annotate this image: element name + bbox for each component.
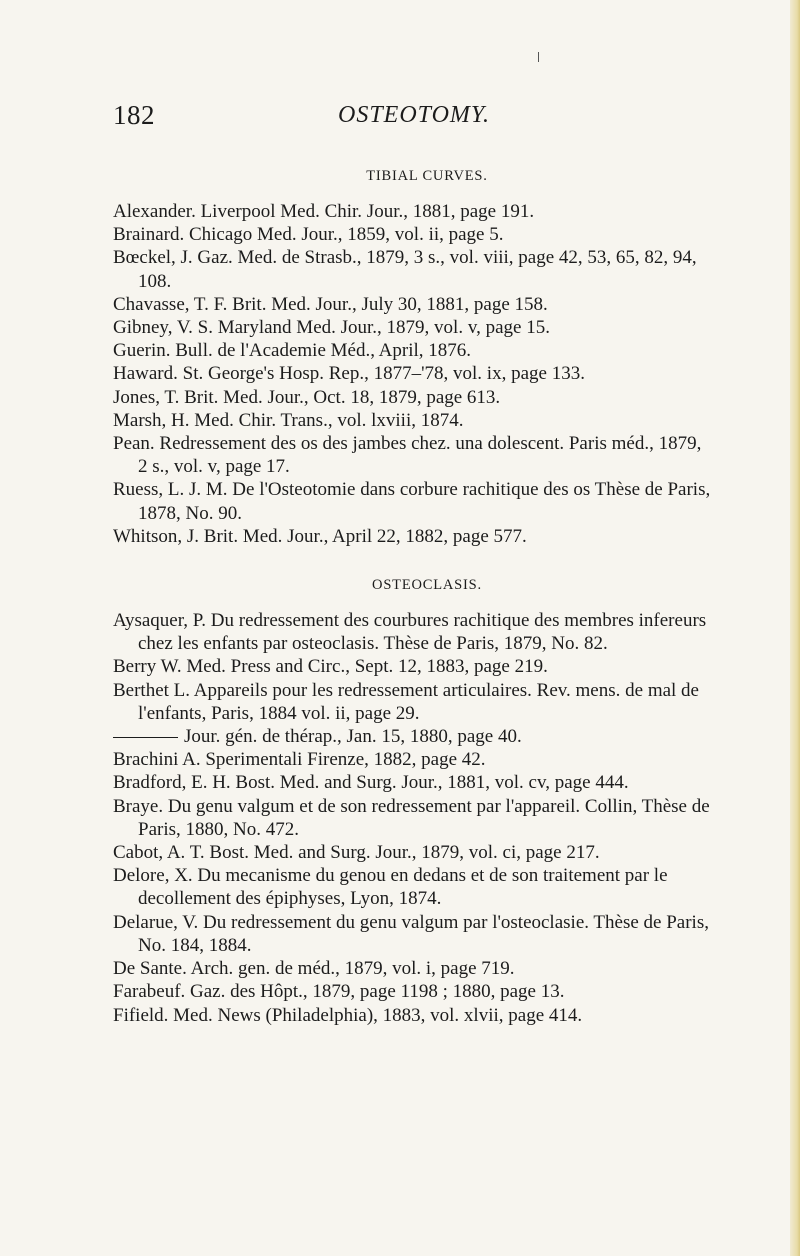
reference-entry bbox=[113, 609, 713, 655]
section-title: TIBIAL CURVES. bbox=[366, 168, 488, 184]
reference-entry bbox=[113, 957, 713, 980]
reference-text: Cabot, A. T. Bost. Med. and Surg. Jour., 1879, vol. ci, page 217. bbox=[113, 842, 600, 864]
reference-text: Fifield. Med. News (Philadelphia), 1883, vol. xlvii, page 414. bbox=[113, 1004, 583, 1026]
reference-text: Aysaquer, P. Du redressement des courbures rachitique des membres infereurs chez les enfants par osteoclasis. Thèse de Paris, 1879, No. 82. bbox=[113, 610, 707, 655]
reference-text: Bœckel, J. Gaz. Med. de Strasb., 1879, 3 s., vol. viii, page 42, 53, 65, 82, 94, 108. bbox=[113, 247, 697, 292]
reference-entry bbox=[113, 864, 713, 910]
reference-entry bbox=[113, 725, 713, 748]
reference-entry bbox=[113, 478, 713, 524]
page-number: 182 bbox=[113, 100, 155, 130]
reference-entry bbox=[113, 316, 713, 339]
running-head: OSTEOTOMY. bbox=[338, 102, 491, 128]
reference-entry bbox=[113, 771, 713, 794]
bibliography bbox=[113, 166, 713, 1027]
reference-text: Pean. Redressement des os des jambes chez. una dolescent. Paris méd., 1879, 2 s., vol. v, page 17. bbox=[113, 433, 702, 478]
reference-text: Braye. Du genu valgum et de son redressement par l'appareil. Collin, Thèse de Paris, 1880, No. 472. bbox=[113, 795, 710, 840]
reference-entry bbox=[113, 748, 713, 771]
reference-entry bbox=[113, 911, 713, 957]
reference-entry bbox=[113, 679, 713, 725]
reference-text: Alexander. Liverpool Med. Chir. Jour., 1881, page 191. bbox=[113, 201, 535, 222]
reference-text: Jour. gén. de thérap., Jan. 15, 1880, page 40. bbox=[184, 726, 522, 748]
reference-text: Ruess, L. J. M. De l'Osteotomie dans corbure rachitique des os Thèse de Paris, 1878, No. 90. bbox=[113, 479, 711, 524]
page-edge bbox=[790, 0, 800, 1256]
reference-entry bbox=[113, 339, 713, 362]
page-header bbox=[113, 100, 713, 140]
reference-entry bbox=[113, 223, 713, 246]
reference-entry bbox=[113, 409, 713, 432]
reference-text: De Sante. Arch. gen. de méd., 1879, vol. i, page 719. bbox=[113, 958, 515, 980]
section-osteoclasis bbox=[113, 575, 713, 1027]
reference-text: Farabeuf. Gaz. des Hôpt., 1879, page 1198 ; 1880, page 13. bbox=[113, 981, 565, 1003]
reference-text: Haward. St. George's Hosp. Rep., 1877–'78, vol. ix, page 133. bbox=[113, 363, 585, 385]
reference-text: Berry W. Med. Press and Circ., Sept. 12, 1883, page 219. bbox=[113, 656, 548, 678]
reference-entry bbox=[113, 841, 713, 864]
reference-text: Marsh, H. Med. Chir. Trans., vol. lxviii, 1874. bbox=[113, 409, 464, 431]
reference-entry bbox=[113, 200, 713, 223]
ink-speck bbox=[538, 52, 539, 62]
ditto-dash bbox=[113, 737, 178, 738]
reference-text: Delarue, V. Du redressement du genu valgum par l'osteoclasie. Thèse de Paris, No. 184, 1884. bbox=[113, 911, 709, 956]
reference-entry bbox=[113, 362, 713, 385]
reference-text: Whitson, J. Brit. Med. Jour., April 22, 1882, page 577. bbox=[113, 525, 527, 547]
reference-entry bbox=[113, 246, 713, 292]
reference-entry bbox=[113, 432, 713, 478]
reference-text: Gibney, V. S. Maryland Med. Jour., 1879, vol. v, page 15. bbox=[113, 317, 550, 339]
reference-entry bbox=[113, 525, 713, 548]
reference-text: Delore, X. Du mecanisme du genou en dedans et de son traitement par le decollement des épiphyses, Lyon, 1874. bbox=[113, 865, 668, 910]
section-title: OSTEOCLASIS. bbox=[372, 577, 482, 594]
reference-entry bbox=[113, 293, 713, 316]
reference-text: Brachini A. Sperimentali Firenze, 1882, page 42. bbox=[113, 749, 486, 771]
reference-text: Bradford, E. H. Bost. Med. and Surg. Jour., 1881, vol. cv, page 444. bbox=[113, 772, 629, 794]
reference-text: Berthet L. Appareils pour les redressement articulaires. Rev. mens. de mal de l'enfants, Paris, 1884 vol. ii, page 29. bbox=[113, 679, 699, 724]
reference-list bbox=[113, 200, 713, 548]
reference-text: Jones, T. Brit. Med. Jour., Oct. 18, 1879, page 613. bbox=[113, 386, 501, 408]
section-tibial-curves bbox=[113, 166, 713, 548]
reference-text: Chavasse, T. F. Brit. Med. Jour., July 30, 1881, page 158. bbox=[113, 293, 548, 315]
reference-entry bbox=[113, 655, 713, 678]
reference-text: Guerin. Bull. de l'Academie Méd., April, 1876. bbox=[113, 340, 472, 362]
reference-entry bbox=[113, 1004, 713, 1027]
reference-entry bbox=[113, 386, 713, 409]
reference-text: Brainard. Chicago Med. Jour., 1859, vol. ii, page 5. bbox=[113, 224, 504, 246]
reference-entry bbox=[113, 980, 713, 1003]
reference-list bbox=[113, 609, 713, 1027]
reference-entry bbox=[113, 795, 713, 841]
